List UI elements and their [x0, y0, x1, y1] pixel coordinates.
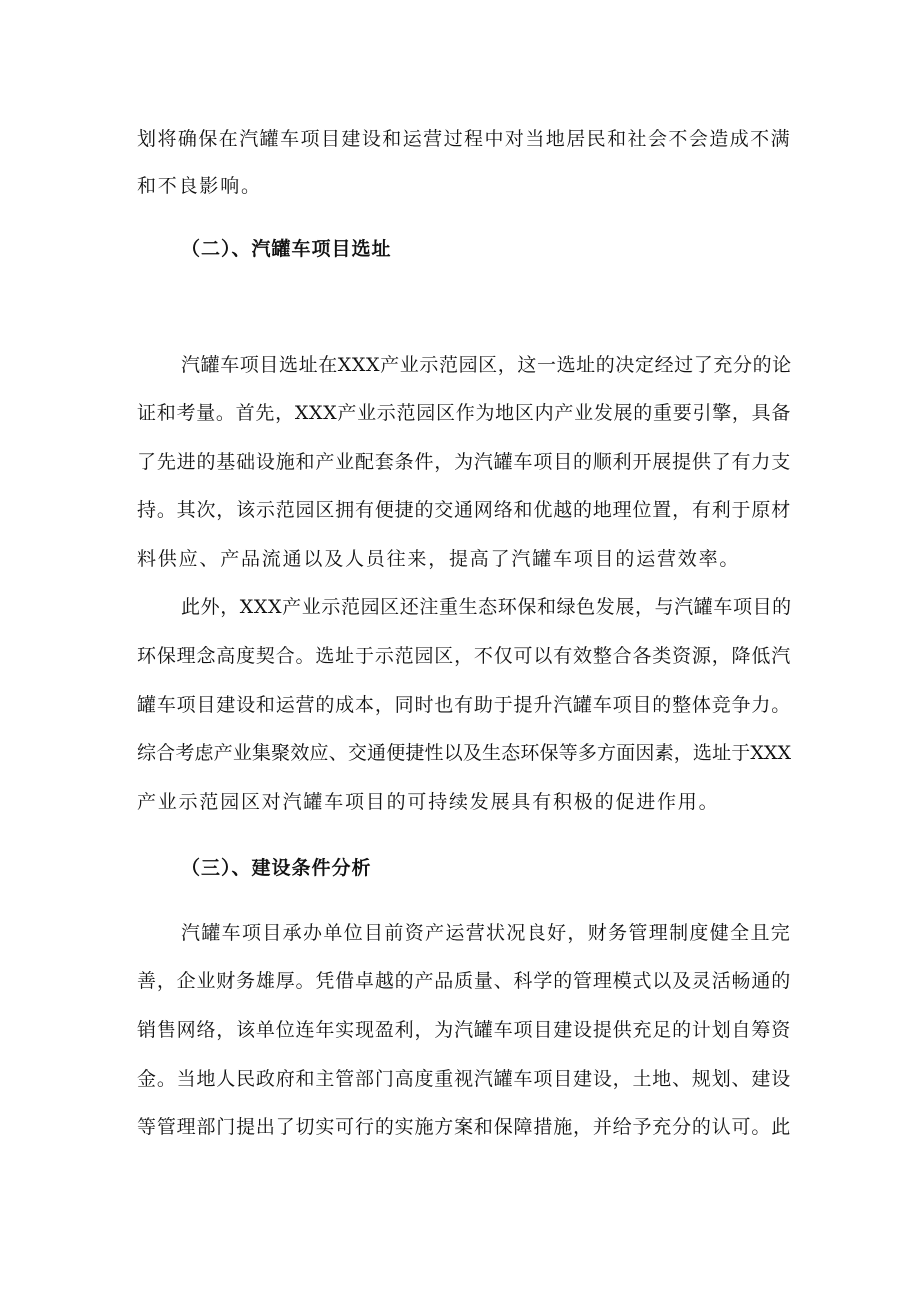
paragraph-line: 善，企业财务雄厚。凭借卓越的产品质量、科学的管理模式以及灵活畅通的	[137, 970, 791, 992]
intro-line: 和不良影响。	[137, 175, 262, 197]
paragraph-line: 此外，XXX产业示范园区还注重生态环保和绿色发展，与汽罐车项目的	[181, 596, 792, 618]
paragraph-line: 销售网络，该单位连年实现盈利，为汽罐车项目建设提供充足的计划自筹资	[137, 1019, 791, 1041]
paragraph-line: 料供应、产品流通以及人员往来，提高了汽罐车项目的运营效率。	[137, 548, 741, 570]
paragraph-line: 综合考虑产业集聚效应、交通便捷性以及生态环保等多方面因素，选址于XXX	[137, 742, 791, 764]
paragraph-line: 证和考量。首先，XXX产业示范园区作为地区内产业发展的重要引擎，具备	[137, 402, 791, 424]
paragraph-line: 产业示范园区对汽罐车项目的可持续发展具有积极的促进作用。	[137, 791, 720, 813]
paragraph-line: 汽罐车项目选址在XXX产业示范园区，这一选址的决定经过了充分的论	[181, 354, 792, 376]
paragraph-line: 环保理念高度契合。选址于示范园区，不仅可以有效整合各类资源，降低汽	[137, 645, 791, 667]
paragraph-line: 等管理部门提出了切实可行的实施方案和保障措施，并给予充分的认可。此	[137, 1116, 791, 1138]
paragraph-line: 汽罐车项目承办单位目前资产运营状况良好，财务管理制度健全且完	[181, 922, 791, 944]
intro-line: 划将确保在汽罐车项目建设和运营过程中对当地居民和社会不会造成不满	[137, 128, 791, 150]
paragraph-line: 罐车项目建设和运营的成本，同时也有助于提升汽罐车项目的整体竞争力。	[137, 694, 791, 716]
paragraph-line: 金。当地人民政府和主管部门高度重视汽罐车项目建设，土地、规划、建设	[137, 1068, 791, 1090]
paragraph-line: 持。其次，该示范园区拥有便捷的交通网络和优越的地理位置，有利于原材	[137, 499, 791, 521]
paragraph-line: 了先进的基础设施和产业配套条件，为汽罐车项目的顺利开展提供了有力支	[137, 451, 791, 473]
section-heading-conditions: （三）、建设条件分析	[181, 857, 372, 879]
section-heading-site: （二）、汽罐车项目选址	[181, 238, 392, 260]
